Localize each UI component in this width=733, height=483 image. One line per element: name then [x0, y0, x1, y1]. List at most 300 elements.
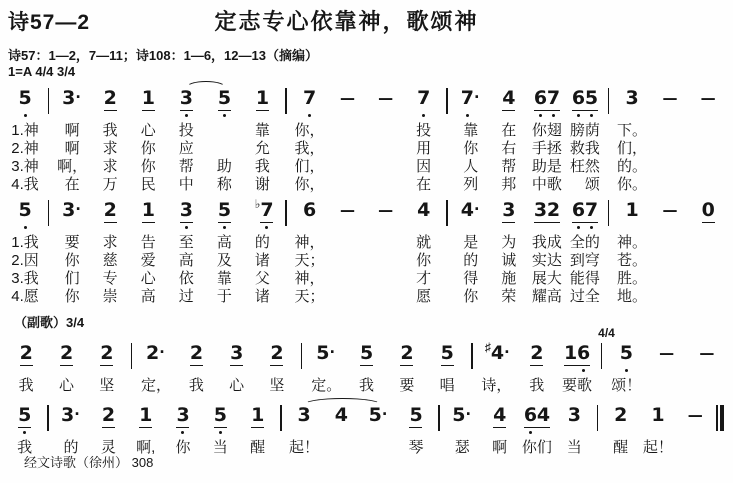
lyric: 应: [178, 140, 194, 157]
note: 3: [297, 404, 311, 426]
note: 7 ·: [461, 88, 481, 122]
lyric: 投: [178, 122, 194, 139]
barline: [604, 200, 613, 298]
note-column: [476, 340, 516, 395]
lyric: 2.神: [11, 140, 39, 157]
note: 5: [620, 343, 633, 377]
note: 4: [493, 404, 507, 426]
accidental-icon: ♯: [484, 340, 491, 354]
note: 2: [614, 404, 628, 426]
lyric: 你: [64, 252, 80, 269]
scripture-reference: 诗57：1—2，7—11；诗108：1—6，12—13（摘编）: [8, 48, 318, 63]
lyric: 要: [64, 234, 80, 251]
note: 0: [701, 199, 715, 221]
dash-extension: [646, 343, 686, 395]
dash-extension: [367, 88, 405, 194]
dash-extension: [367, 200, 405, 306]
note-column: [53, 88, 91, 194]
octave-dot: [590, 114, 593, 117]
note-column: [6, 343, 46, 395]
lyric: 啊，: [57, 158, 88, 175]
lyric: 颂！: [611, 377, 642, 394]
lyric: 坚: [269, 377, 285, 394]
lyric: 你翅: [531, 122, 562, 139]
note: 3: [567, 404, 581, 426]
lyric: 用: [416, 140, 432, 157]
lyric: 的: [63, 439, 79, 456]
note: 3: [180, 200, 193, 234]
lyric: 耀高: [531, 288, 562, 305]
lyric: 啊: [492, 439, 508, 456]
lyric: 专: [102, 270, 118, 287]
lyric: 诚: [501, 252, 517, 269]
barline: [276, 405, 285, 449]
barline: [43, 405, 52, 449]
lyric: 靠: [216, 270, 232, 287]
note-column: [127, 405, 164, 457]
lyric: 称: [216, 176, 232, 193]
lyric: 救我: [569, 140, 600, 157]
note: 2: [530, 342, 544, 364]
note-column: [176, 343, 216, 395]
note: 3: [502, 199, 516, 221]
lyric: 坚: [99, 377, 115, 394]
note: —: [699, 344, 715, 362]
lyric: 神，: [294, 270, 325, 287]
lyric: 帮: [178, 158, 194, 175]
augmentation-dot: ·: [75, 87, 82, 107]
lyric: 定。: [311, 377, 342, 394]
lyric: 求: [102, 158, 118, 175]
lyric: 们: [64, 270, 80, 287]
octave-dot: [422, 114, 425, 117]
note: 5 ·: [316, 342, 336, 364]
lyric: 你: [463, 288, 479, 305]
lyric: 们，: [616, 140, 647, 157]
final-barline: [714, 405, 727, 449]
octave-dot: [185, 114, 188, 117]
note: ♯ 4 ·: [482, 343, 511, 377]
lyric: 你: [416, 252, 432, 269]
barline: [44, 88, 53, 186]
lyric: 啊,: [136, 439, 156, 456]
lyric: 我: [529, 377, 545, 394]
note-column: [6, 200, 44, 306]
music-system-verse-2: [6, 197, 727, 306]
note: 5: [19, 200, 32, 234]
octave-dot: [223, 226, 226, 229]
note-column: [528, 88, 566, 194]
note: 3 ·: [62, 87, 82, 109]
note: 1: [141, 87, 155, 109]
lyric: 求: [102, 234, 118, 251]
lyric: 起！: [642, 439, 673, 456]
note-column: [613, 88, 651, 194]
lyric: 民: [140, 176, 156, 193]
lyric: 你: [64, 288, 80, 305]
lyric: 4.我: [11, 176, 39, 193]
note: 5: [18, 405, 31, 439]
note: 2: [400, 342, 414, 364]
lyric: 心: [140, 270, 156, 287]
time-signature-change: 4/4: [598, 326, 615, 340]
footer-source: 经文诗歌（徐州） 308: [24, 455, 154, 470]
note: 1: [255, 87, 270, 109]
note: —: [659, 344, 675, 362]
augmentation-dot: ·: [74, 404, 81, 424]
lyric: 实达: [531, 252, 562, 269]
note-column: [216, 343, 256, 395]
note: 3: [625, 87, 639, 109]
dash-extension: [687, 343, 727, 395]
header: [0, 0, 733, 36]
lyric: 3.我: [11, 270, 39, 287]
note-column: [205, 88, 243, 194]
note-column: [129, 88, 167, 194]
lyric: 依: [178, 270, 194, 287]
lyric: 人: [463, 158, 479, 175]
note-column: [243, 88, 281, 194]
barline: [467, 343, 476, 387]
note-column: [689, 200, 727, 306]
augmentation-dot: ·: [75, 199, 82, 219]
lyric: 助: [216, 158, 232, 175]
lyric: 1.我: [11, 234, 39, 251]
note-column: [323, 405, 360, 457]
lyric: 全的: [569, 234, 600, 251]
note-column: [405, 88, 443, 194]
note: 6: [302, 199, 317, 221]
lyric: 手拯: [531, 140, 562, 157]
note-column: [202, 405, 239, 457]
note-column: [91, 88, 129, 194]
lyric: 你，: [294, 176, 325, 193]
lyric: 的。: [616, 158, 647, 175]
note-column: [557, 343, 597, 395]
hymn-number: 诗57—2: [8, 11, 91, 34]
barline: [44, 200, 53, 298]
music-area: [0, 88, 733, 457]
lyric: 唱: [439, 377, 455, 394]
augmentation-dot: ·: [474, 87, 481, 107]
lyric: 右: [501, 140, 517, 157]
octave-dot: [308, 114, 311, 117]
note: 3: [180, 88, 193, 122]
lyric: 神，: [294, 234, 325, 251]
note-column: [90, 405, 127, 457]
page-title: 定志专心依靠神，歌颂神: [214, 9, 479, 34]
note: 5 ·: [452, 404, 472, 426]
note: 2 ·: [146, 342, 166, 364]
note-column: [556, 405, 593, 457]
lyric: 你: [175, 439, 191, 456]
barline: [435, 405, 444, 449]
octave-dot: [219, 431, 222, 434]
octave-dot: [24, 226, 27, 229]
lyric: 的: [254, 234, 270, 251]
lyric: 诸: [254, 252, 270, 269]
note: 7: [303, 88, 316, 122]
accidental-icon: ♭: [254, 197, 261, 211]
chorus-label: （副歌）3/4: [14, 315, 85, 330]
lyric: 高: [216, 234, 232, 251]
barline: [281, 200, 290, 298]
note-column: [602, 405, 639, 457]
lyric: 施: [501, 270, 517, 287]
lyric: 列: [463, 176, 479, 193]
lyric: 起！: [288, 439, 319, 456]
lyric: 枉然: [569, 158, 600, 175]
note-column: [87, 343, 127, 395]
octave-dot: [577, 226, 580, 229]
note: 6 4: [524, 405, 550, 439]
augmentation-dot: ·: [382, 404, 389, 424]
note: 3: [230, 342, 244, 364]
augmentation-dot: ·: [329, 342, 336, 362]
octave-dot: [539, 114, 542, 117]
lyric: 地。: [616, 288, 647, 305]
note: 2: [100, 342, 114, 364]
lyric: 的: [463, 252, 479, 269]
note: 5: [360, 342, 374, 364]
augmentation-dot: ·: [474, 199, 481, 219]
barline: [281, 88, 290, 186]
lyric: 当: [212, 439, 228, 456]
lyric: 在: [501, 122, 517, 139]
lyric: 是: [463, 234, 479, 251]
lyric: 爱: [140, 252, 156, 269]
lyric: 胜。: [616, 270, 647, 287]
octave-dot: [23, 431, 26, 434]
lyric: 允: [254, 140, 270, 157]
barline: [297, 343, 306, 387]
barline: [604, 88, 613, 186]
note: —: [340, 201, 356, 219]
octave-dot: [625, 369, 628, 372]
meta-block: [8, 48, 733, 80]
octave-dot: [265, 226, 268, 229]
lyric: 当: [566, 439, 582, 456]
note: 6 5: [572, 88, 598, 122]
lyric: 因: [416, 158, 432, 175]
note-column: [52, 405, 89, 457]
lyric: 诸: [254, 288, 270, 305]
note: —: [662, 89, 678, 107]
lyric: 高: [140, 288, 156, 305]
barline: [443, 200, 452, 298]
lyric: 得: [463, 270, 479, 287]
lyric: 投: [416, 122, 432, 139]
note: 4: [417, 199, 431, 221]
note: ♭ 7: [251, 200, 273, 234]
lyric: 诗，: [481, 377, 512, 394]
lyric: 们，: [294, 158, 325, 175]
lyric: 你: [463, 140, 479, 157]
octave-dot: [466, 114, 469, 117]
lyric: 天；: [294, 252, 325, 269]
augmentation-dot: ·: [465, 404, 472, 424]
lyric: 靠: [254, 122, 270, 139]
note: 2: [189, 342, 204, 364]
note-column: [490, 88, 528, 194]
lyric: 你，: [294, 122, 325, 139]
lyric: 过: [178, 288, 194, 305]
lyric: 邦: [501, 176, 517, 193]
lyric: 过全: [569, 288, 600, 305]
lyric: 展大: [531, 270, 562, 287]
dash-extension: [329, 88, 367, 194]
note: 2: [103, 199, 117, 221]
note: 5: [218, 88, 231, 122]
note-column: [239, 405, 276, 457]
note-column: [306, 343, 346, 395]
note-column: [6, 88, 44, 194]
note-column: [490, 200, 528, 306]
note: —: [340, 89, 356, 107]
note-column: [452, 88, 490, 194]
note-column: [136, 343, 176, 395]
lyric: 苍。: [616, 252, 647, 269]
lyric: 求: [102, 140, 118, 157]
dash-extension: [677, 405, 714, 457]
note: 1: [139, 404, 153, 426]
music-system-verse-1: [6, 88, 727, 194]
note: —: [687, 406, 703, 424]
lyric: 啊: [64, 140, 80, 157]
lyric: 醒: [613, 439, 629, 456]
note: 5: [409, 404, 423, 426]
lyric: 你: [140, 158, 156, 175]
note: 6 7: [572, 200, 598, 234]
note: 2: [103, 87, 117, 109]
lyric: 父: [254, 270, 270, 287]
note: 5: [19, 88, 32, 122]
note-column: [129, 200, 167, 306]
lyric: 3.神: [11, 158, 39, 175]
note-column: [528, 200, 566, 306]
note-column: [517, 343, 557, 395]
note: —: [378, 201, 394, 219]
note: 5: [214, 405, 227, 439]
note: 3: [176, 405, 189, 439]
note-column: [53, 200, 91, 306]
note: —: [662, 201, 678, 219]
note: —: [378, 89, 394, 107]
lyric: 于: [216, 288, 232, 305]
lyric: 心: [140, 122, 156, 139]
note: 1: [141, 199, 155, 221]
lyric: 及: [216, 252, 232, 269]
barline: [443, 88, 452, 186]
note-column: [481, 405, 518, 457]
lyric: 帮: [501, 158, 517, 175]
note: 1: [251, 404, 265, 426]
note-column: [91, 200, 129, 306]
lyric: 荣: [501, 288, 517, 305]
note: 1: [651, 404, 665, 426]
note-column: [285, 405, 322, 457]
lyric: 崇: [102, 288, 118, 305]
note-column: [167, 88, 205, 194]
note-column: [444, 405, 481, 457]
note: 6 7: [534, 88, 560, 122]
lyric: 你。: [616, 176, 647, 193]
lyric: 能得: [569, 270, 600, 287]
lyric: 就: [416, 234, 432, 251]
note-column: [46, 343, 86, 395]
octave-dot: [590, 226, 593, 229]
note-column: [566, 88, 604, 194]
music-system-chorus-2: [6, 405, 727, 457]
note-column: [6, 405, 43, 457]
octave-dot: [577, 114, 580, 117]
note: 1 6: [564, 343, 590, 377]
note: 4: [502, 87, 516, 109]
lyric: 我: [359, 377, 375, 394]
lyric: 2.因: [11, 252, 39, 269]
lyric: 4.愿: [11, 288, 39, 305]
note: 5 ·: [368, 404, 389, 426]
barline: [597, 343, 606, 387]
note-column: [639, 405, 676, 457]
lyric: 我: [17, 439, 33, 456]
note-column: [566, 200, 604, 306]
music-system-chorus-1: [6, 326, 727, 395]
lyric: 慈: [102, 252, 118, 269]
barline: [127, 343, 136, 387]
lyric: 我: [254, 158, 270, 175]
lyric: 要歌: [562, 377, 593, 394]
note-column: [427, 343, 467, 395]
dash-extension: [651, 88, 689, 194]
lyric: 啊: [64, 122, 80, 139]
octave-dot: [24, 114, 27, 117]
lyric: 瑟: [454, 439, 470, 456]
lyric: 中歌: [531, 176, 562, 193]
lyric: 我成: [531, 234, 562, 251]
octave-dot: [529, 431, 532, 434]
dash-extension: [689, 88, 727, 194]
lyric: 要: [399, 377, 415, 394]
note-column: [387, 343, 427, 395]
lyric: 琴: [408, 439, 424, 456]
lyric: 心: [58, 377, 74, 394]
note: 3 ·: [60, 404, 81, 426]
note: 2: [19, 342, 33, 364]
lyric: 中: [178, 176, 194, 193]
note-column: [257, 343, 297, 395]
note-column: [164, 405, 201, 457]
note: 2: [101, 404, 116, 426]
note-column: [346, 343, 386, 395]
note-column: [360, 405, 397, 457]
note-column: [397, 405, 434, 457]
key-signature: 1=A 4/4 3/4: [8, 64, 76, 79]
octave-dot: [552, 114, 555, 117]
note: 4: [334, 404, 349, 426]
lyric: 我: [18, 377, 34, 394]
note: 7: [417, 88, 430, 122]
lyric: 在: [416, 176, 432, 193]
lyric: 心: [229, 377, 245, 394]
note: 4 ·: [460, 199, 481, 221]
lyric: 我，: [294, 140, 325, 157]
lyric: 1.神: [11, 122, 39, 139]
lyric: 醒: [250, 439, 266, 456]
note-column: [205, 200, 243, 306]
octave-dot: [582, 369, 585, 372]
augmentation-dot: ·: [504, 342, 511, 362]
